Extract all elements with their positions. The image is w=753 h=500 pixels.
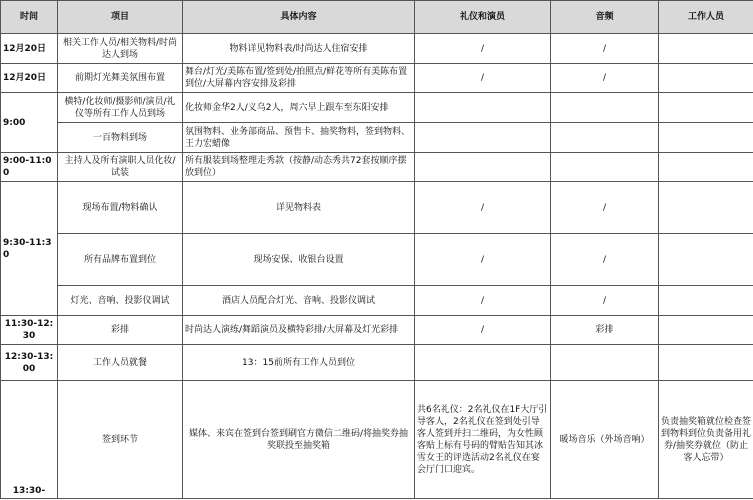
content-cell: 舞台/灯光/美陈布置/签到处/拍照点/鲜花等所有美陈布置到位/大屏幕内容安排及彩排 [183,64,415,93]
time-cell: 12:30-13:00 [1,345,58,381]
etiquette-cell: / [415,182,551,234]
header-item: 项目 [58,1,183,34]
time-cell: 9:30-11:30 [1,182,58,316]
table-row [1,123,753,153]
etiquette-cell [415,153,551,182]
table-row [1,316,753,345]
staff-cell [659,153,753,182]
table-row [1,234,753,286]
staff-cell [659,316,753,345]
table-row [1,286,753,316]
content-cell: 13：15前所有工作人员到位 [183,345,415,381]
etiquette-cell: / [415,316,551,345]
table-row [1,93,753,123]
item-cell: 前期灯光舞美氛围布置 [58,64,183,93]
header-etiquette: 礼仪和演员 [415,1,551,34]
time-cell: 9:00-11:00 [1,153,58,182]
item-cell: 横特/化妆师/摄影师/演员/礼仪等所有工作人员到场 [58,93,183,123]
table-row [1,34,753,64]
item-cell: 签到环节 [58,381,183,499]
item-cell: 相关工作人员/相关物料/时尚达人到场 [58,34,183,64]
etiquette-cell: / [415,286,551,316]
audio-cell: / [551,64,659,93]
staff-cell [659,345,753,381]
staff-cell [659,123,753,153]
item-cell: 彩排 [58,316,183,345]
etiquette-cell [415,123,551,153]
header-time: 时间 [1,1,58,34]
staff-cell [659,64,753,93]
table-row [1,64,753,93]
time-cell: 12月20日 [1,34,58,64]
content-cell: 所有服装到场整理走秀款（按静/动态秀共72套按顺序摆放到位） [183,153,415,182]
content-cell: 氛围物料、业务部商品、预售卡、抽奖物料，签到物料、王力宏蜡像 [183,123,415,153]
audio-cell [551,93,659,123]
content-cell: 媒体、来宾在签到台签到刷官方微信二维码/将抽奖券抽奖联投至抽奖箱 [183,381,415,499]
etiquette-cell [415,93,551,123]
etiquette-cell: 共6名礼仪：2名礼仪在1F大厅引导客人，2名礼仪在签到处引导客人签到并扫二维码，为女性顾客贴上标有号码的臂贴告知其冰雪女王的评选活动2名礼仪在宴会厅门口迎宾。 [415,381,551,499]
audio-cell: 暖场音乐（外场音响） [551,381,659,499]
table-row [1,182,753,234]
staff-cell [659,234,753,286]
audio-cell: 彩排 [551,316,659,345]
content-cell: 化妆师金华2人/义乌2人，周六早上跟车至东阳安排 [183,93,415,123]
audio-cell: / [551,286,659,316]
audio-cell [551,153,659,182]
time-cell: 9:00 [1,93,58,153]
item-cell: 工作人员就餐 [58,345,183,381]
header-staff: 工作人员 [659,1,753,34]
etiquette-cell: / [415,64,551,93]
item-cell: 现场布置/物料确认 [58,182,183,234]
item-cell: 所有品牌布置到位 [58,234,183,286]
time-cell: 11:30-12:30 [1,316,58,345]
staff-cell [659,34,753,64]
table-row [1,345,753,381]
content-cell: 现场安保、收银台设置 [183,234,415,286]
staff-cell: 负责抽奖箱就位检查签到物料到位负责备用礼券/抽奖券就位（防止客人忘带） [659,381,753,499]
time-cell: 13:30- [1,381,58,499]
staff-cell [659,286,753,316]
item-cell: 一百物料到场 [58,123,183,153]
audio-cell: / [551,34,659,64]
audio-cell [551,123,659,153]
content-cell: 详见物料表 [183,182,415,234]
header-audio: 音频 [551,1,659,34]
header-content: 具体内容 [183,1,415,34]
audio-cell: / [551,234,659,286]
staff-cell [659,182,753,234]
audio-cell: / [551,182,659,234]
content-cell: 酒店人员配合灯光、音响、投影仪调试 [183,286,415,316]
audio-cell [551,345,659,381]
etiquette-cell: / [415,234,551,286]
header-row [1,1,753,34]
table-row [1,381,753,499]
time-cell: 12月20日 [1,64,58,93]
content-cell: 物料详见物料表/时尚达人住宿安排 [183,34,415,64]
table-row [1,153,753,182]
item-cell: 主持人及所有演职人员化妆/试装 [58,153,183,182]
staff-cell [659,93,753,123]
content-cell: 时尚达人演练/舞蹈演员及横特彩排/大屏幕及灯光彩排 [183,316,415,345]
item-cell: 灯光、音响、投影仪调试 [58,286,183,316]
etiquette-cell [415,345,551,381]
etiquette-cell: / [415,34,551,64]
